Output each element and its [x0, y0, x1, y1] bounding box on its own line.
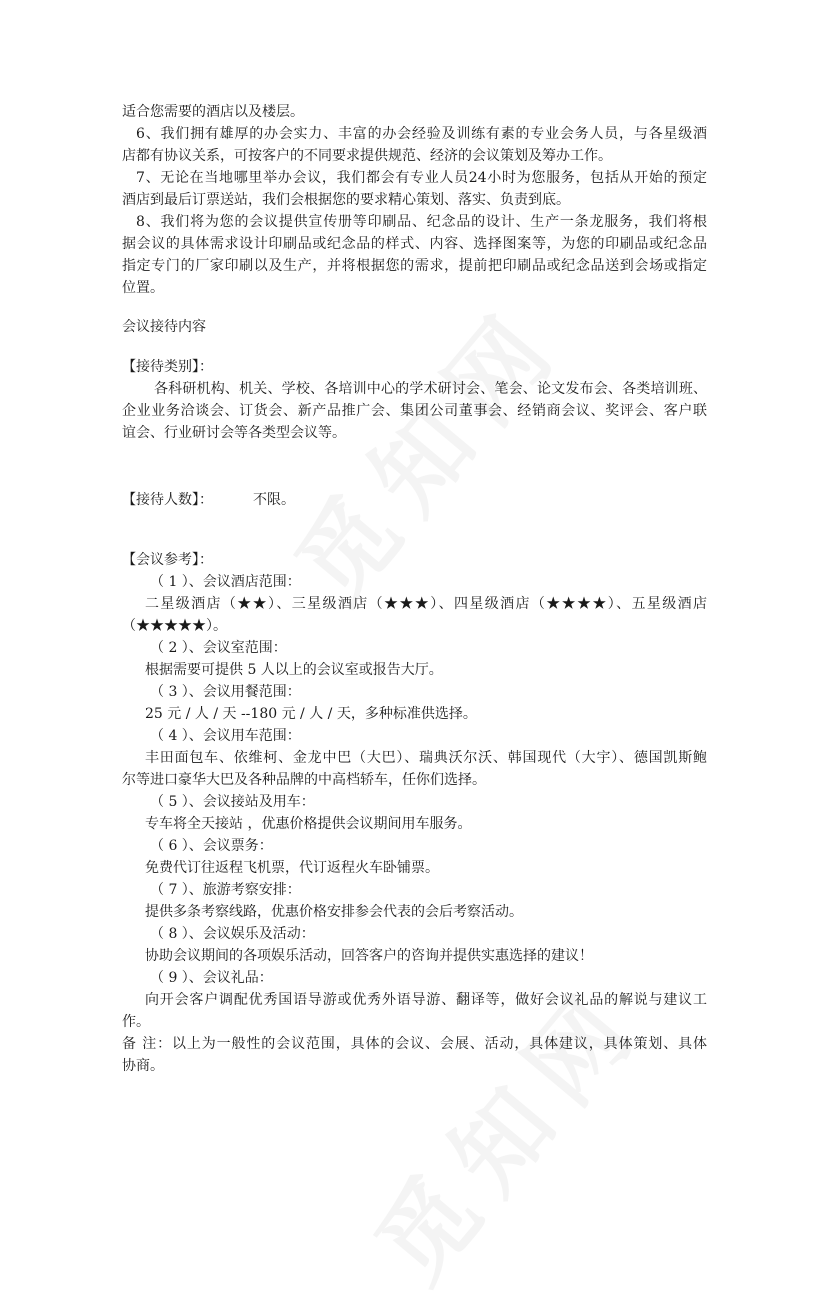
section-title: 会议接待内容 — [122, 319, 206, 335]
reference-text: （★★★★★）。 — [122, 618, 227, 634]
reference-heading: （ 4 ）、会议用车范围： — [150, 728, 301, 744]
note-line: 协商。 — [122, 1058, 164, 1074]
reference-text: 免费代订往返程飞机票，代订返程火车卧铺票。 — [145, 860, 439, 876]
reference-heading: （ 6 ）、会议票务： — [150, 838, 273, 854]
reference-text: 作。 — [122, 1014, 150, 1030]
reference-text: 协助会议期间的各项娱乐活动，回答客户的咨询并提供实惠选择的建议！ — [145, 948, 593, 964]
paragraph-line: 指定专门的厂家印刷以及生产，并将根据您的需求，提前把印刷品或纪念品送到会场或指定 — [122, 258, 707, 274]
note-line: 备 注：以上为一般性的会议范围，具体的会议、会展、活动，具体建议，具体策划、具体 — [122, 1036, 707, 1052]
paragraph-line: 适合您需要的酒店以及楼层。 — [122, 104, 304, 120]
reception-count-value: 不限。 — [253, 492, 295, 508]
reception-types-line: 谊会、行业研讨会等各类型会议等。 — [122, 425, 346, 441]
reception-types-label: 【接待类别】： — [122, 359, 213, 375]
reception-types-line: 各科研机构、机关、学校、各培训中心的学术研讨会、笔会、论文发布会、各类培训班、 — [154, 381, 707, 397]
reference-text: 尔等进口豪华大巴及各种品牌的中高档轿车，任你们选择。 — [122, 772, 486, 788]
reference-heading: （ 9 ）、会议礼品： — [150, 970, 273, 986]
reference-heading: （ 7 ）、旅游考察安排： — [150, 882, 301, 898]
paragraph-line: 8、我们将为您的会议提供宣传册等印刷品、纪念品的设计、生产一条龙服务，我们将根 — [136, 214, 707, 230]
paragraph-line: 店都有协议关系，可按客户的不同要求提供规范、经济的会议策划及筹办工作。 — [122, 148, 612, 164]
reference-text: 25 元 / 人 / 天 --180 元 / 人 / 天，多种标准供选择。 — [145, 706, 477, 722]
reference-label: 【会议参考】： — [122, 552, 213, 568]
reference-heading: （ 2 ）、会议室范围： — [150, 640, 287, 656]
reference-text: 提供多条考察线路，优惠价格安排参会代表的会后考察活动。 — [145, 904, 523, 920]
reference-text: 二星级酒店（★★）、三星级酒店（★★★）、四星级酒店（★★★★）、五星级酒店 — [145, 596, 707, 612]
reference-heading: （ 3 ）、会议用餐范围： — [150, 684, 301, 700]
reference-text: 专车将全天接站 ，优惠价格提供会议期间用车服务。 — [145, 816, 472, 832]
reference-text: 根据需要可提供 5 人以上的会议室或报告大厅。 — [145, 662, 443, 678]
reference-heading: （ 1 ）、会议酒店范围： — [150, 574, 301, 590]
paragraph-line: 据会议的具体需求设计印刷品或纪念品的样式、内容、选择图案等，为您的印刷品或纪念品 — [122, 236, 707, 252]
paragraph-line: 位置。 — [122, 280, 164, 296]
document-page — [122, 101, 707, 1077]
reference-text: 丰田面包车、依维柯、金龙中巴（大巴）、瑞典沃尔沃、韩国现代（大宇）、德国凯斯鲍 — [145, 750, 707, 766]
reception-types-line: 企业业务洽谈会、订货会、新产品推广会、集团公司董事会、经销商会议、奖评会、客户联 — [122, 403, 707, 419]
reference-text: 向开会客户调配优秀国语导游或优秀外语导游、翻译等，做好会议礼品的解说与建议工 — [145, 992, 707, 1008]
paragraph-line: 6、我们拥有雄厚的办会实力、丰富的办会经验及训练有素的专业会务人员，与各星级酒 — [136, 126, 707, 142]
reference-heading: （ 8 ）、会议娱乐及活动： — [150, 926, 315, 942]
paragraph-line: 酒店到最后订票送站，我们会根据您的要求精心策划、落实、负责到底。 — [122, 192, 570, 208]
reference-heading: （ 5 ）、会议接站及用车： — [150, 794, 315, 810]
reception-count — [122, 489, 707, 511]
reception-count-label: 【接待人数】： — [122, 492, 213, 508]
paragraph-line: 7、无论在当地哪里举办会议，我们都会有专业人员24小时为您服务，包括从开始的预定 — [136, 170, 707, 186]
